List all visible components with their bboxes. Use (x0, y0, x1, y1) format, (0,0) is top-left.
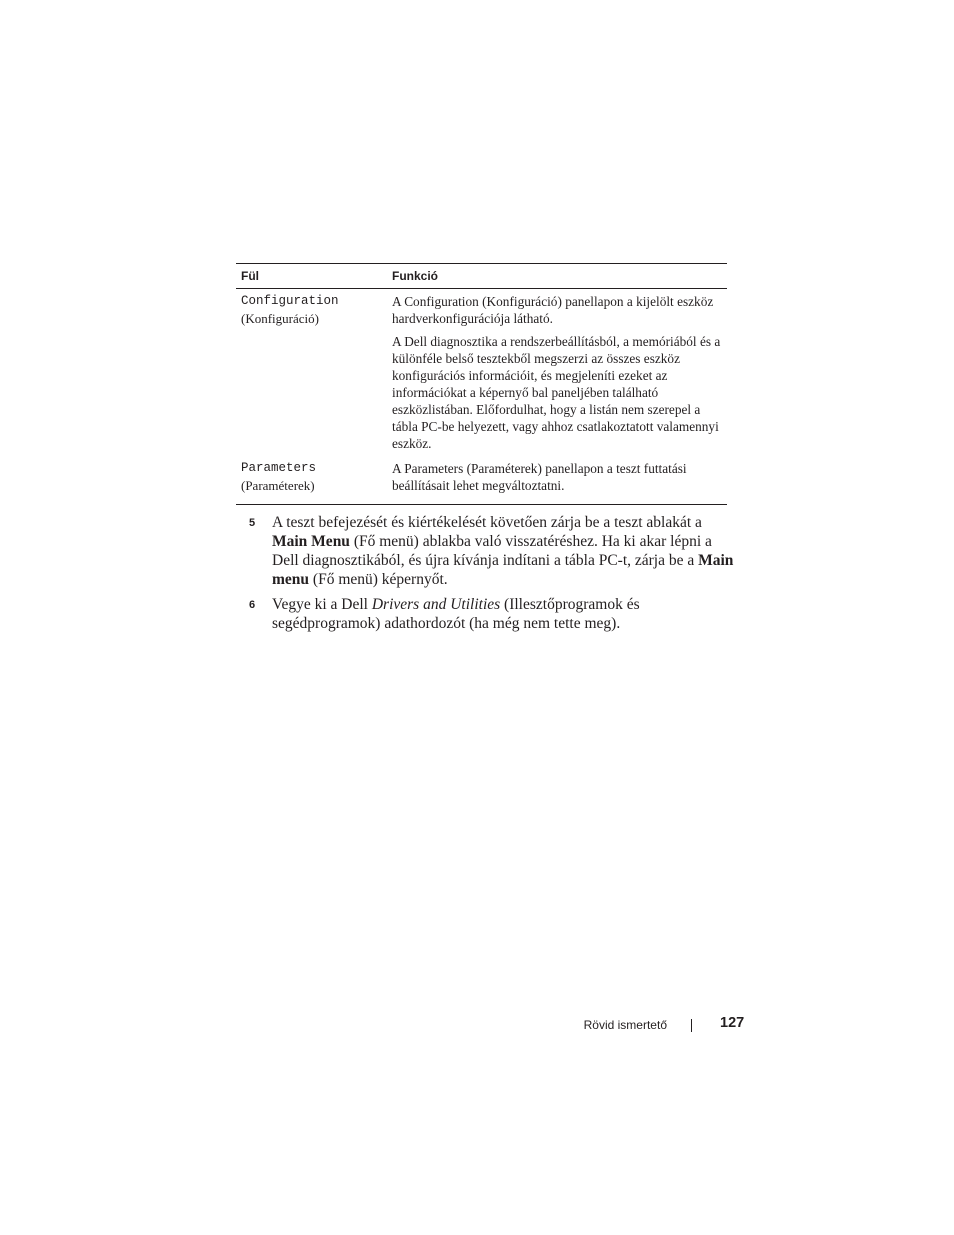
footer-divider (691, 1019, 692, 1032)
step-list (249, 513, 739, 639)
function-cell (392, 293, 722, 452)
step-text: (Fő menü) képernyőt. (309, 571, 448, 588)
function-paragraph: A Dell diagnosztika a rendszerbeállításból, a memóriából és a különféle belső tesztekből megszerzi az összes eszköz konfigurációs információit, és megjeleníti ezeket az információkat a képernyő bal paneljében található eszközlistában. Előfordulhat, hogy a listán nem szerepel a tábla PC-be helyezett, vagy ahhoz csatlakoztatott valamennyi eszköz. (392, 334, 721, 451)
tab-name: (Paraméterek) (241, 478, 315, 493)
tab-cell (241, 460, 316, 494)
step-item (249, 595, 739, 633)
header-function: Funkció (392, 269, 439, 283)
page-number: 127 (720, 1015, 745, 1031)
function-paragraph: A Configuration (Konfiguráció) panellapon a kijelölt eszköz hardverkonfigurációja látható. (392, 294, 714, 326)
tab-code: Configuration (241, 294, 339, 308)
step-number: 6 (249, 599, 256, 611)
table-row (236, 289, 727, 456)
step-number: 5 (249, 517, 256, 529)
step-text: (Illesztőprogramok és segédprogramok) adathordozót (ha még nem tette meg). (272, 596, 640, 632)
table-row (236, 456, 727, 504)
tab-cell (241, 293, 339, 327)
step-item (249, 513, 739, 589)
table-header (236, 264, 727, 289)
function-cell (392, 460, 722, 494)
media-name: Drivers and Utilities (371, 596, 501, 613)
footer-title: Rövid ismertető (583, 1018, 667, 1032)
header-tab: Fül (241, 269, 259, 283)
function-table (236, 263, 727, 505)
menu-name: Main Menu (272, 533, 350, 550)
step-text: A teszt befejezését és kiértékelését követően zárja be a teszt ablakát a (272, 514, 702, 531)
page-footer (0, 1015, 954, 1035)
step-text: Vegye ki a Dell (272, 596, 372, 613)
step-text: (Fő menü) ablakba való visszatéréshez. Ha ki akar lépni a Dell diagnosztikából, és újra kívánja indítani a tábla PC-t, zárja be a (272, 533, 712, 569)
function-paragraph: A Parameters (Paraméterek) panellapon a teszt futtatási beállításait lehet megváltoztatni. (392, 461, 687, 493)
tab-code: Parameters (241, 461, 317, 475)
menu-name: Main menu (272, 552, 734, 588)
tab-name: (Konfiguráció) (241, 311, 319, 326)
